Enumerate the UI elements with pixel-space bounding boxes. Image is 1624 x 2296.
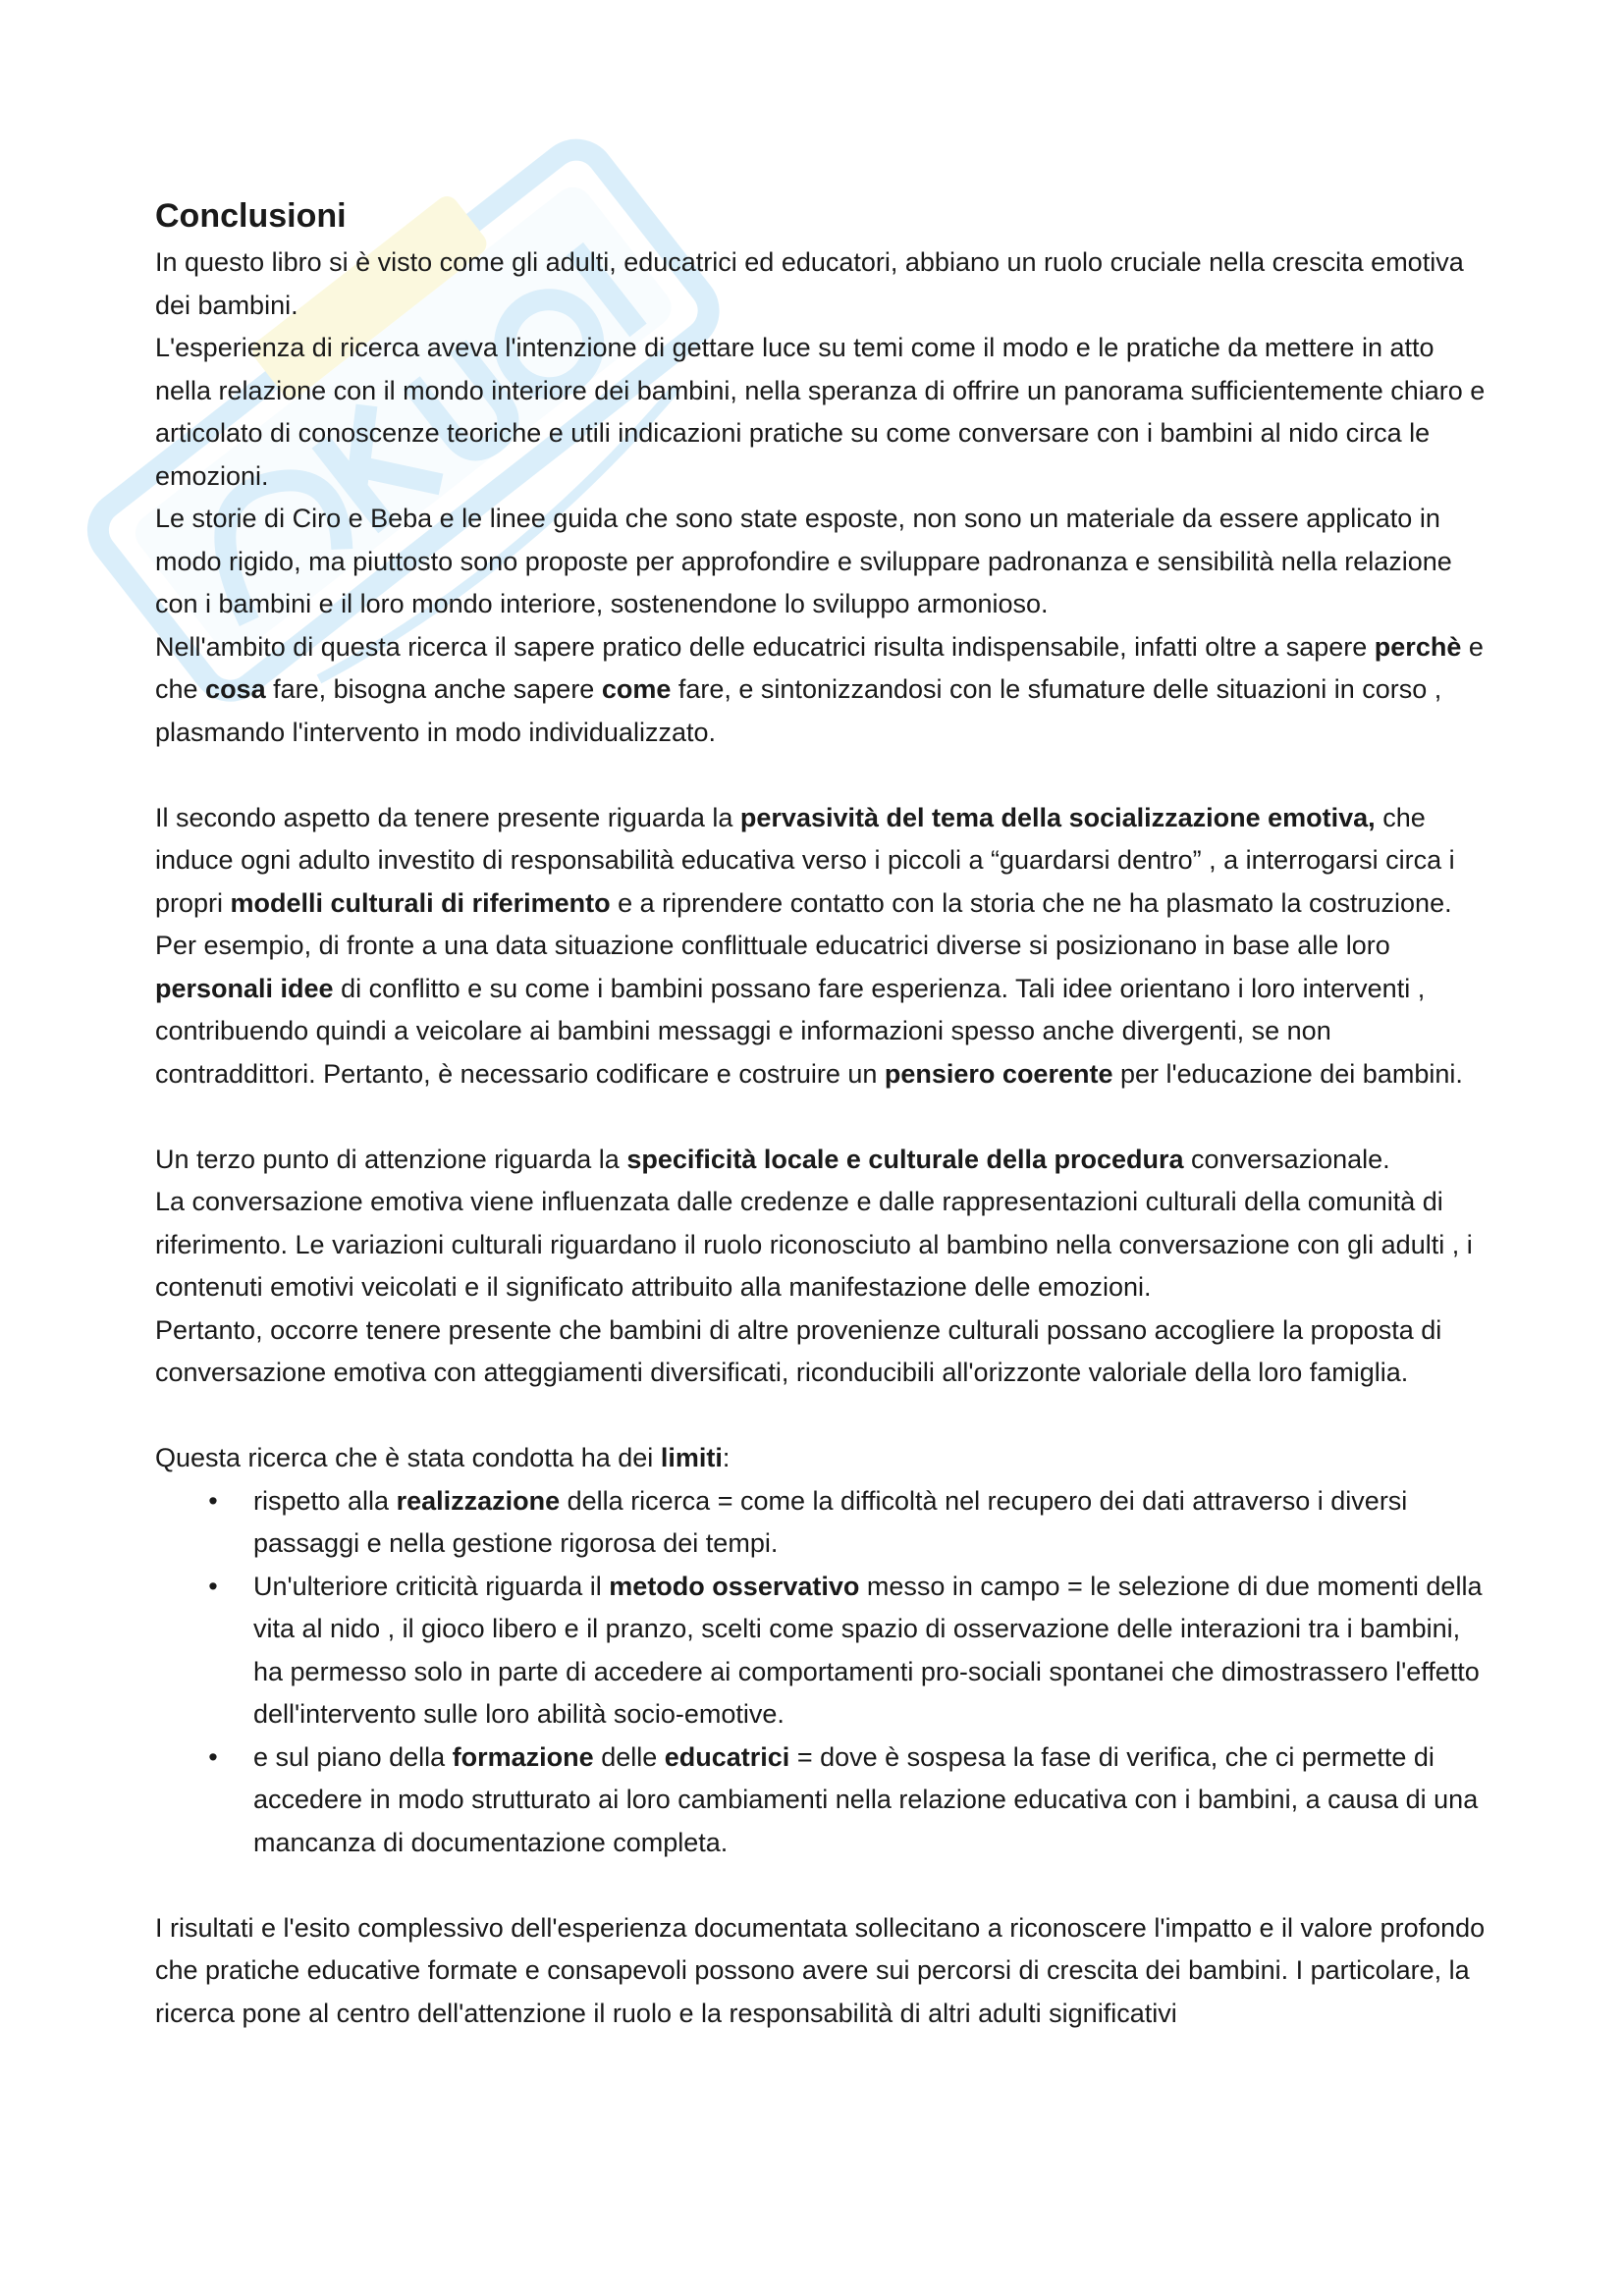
bullet-icon: • xyxy=(208,1741,218,1772)
paragraph-intro: In questo libro si è visto come gli adulti, educatrici ed educatori, abbiano un ruolo cruciale nella crescita emotiva dei bambini. xyxy=(155,247,1464,320)
paragraph-example-conflict: Per esempio, di fronte a una data situazione conflittuale educatrici diverse si posizionano in base alle loro personali idee di conflitto e su come i bambini possano fare esperienza. Tali idee orientano i loro interventi , contribuendo quindi a veicolare ai bambini messaggi e informazioni spesso anche divergenti, se non contraddittori. Pertanto, è necessario codificare e costruire un pensiero coerente per l'educazione dei bambini. xyxy=(155,931,1463,1089)
paragraph-emotional-conversation: La conversazione emotiva viene influenzata dalle credenze e dalle rappresentazioni culturali della comunità di riferimento. Le variazioni culturali riguardano il ruolo riconosciuto al bambino nella conversazione con gli adulti , i contenuti emotivi veicolati e il significato attribuito alla manifestazione delle emozioni. xyxy=(155,1187,1473,1302)
paragraph-results: I risultati e l'esito complessivo dell'esperienza documentata sollecitano a riconoscere l'impatto e il valore profondo che pratiche educative formate e consapevoli possono avere sui percorsi di crescita dei bambini. I particolare, la ricerca pone al centro dell'attenzione il ruolo e la responsabilità di altri adulti significativi xyxy=(155,1912,1486,2028)
paragraph-research-intent: L'esperienza di ricerca aveva l'intenzione di gettare luce su temi come il modo e le pratiche da mettere in atto nella relazione con il mondo interiore dei bambini, nella speranza di offrire un panorama sufficientemente chiaro e articolato di conoscenze teoriche e utili indicazioni pratiche su come conversare con i bambini al nido circa le emozioni. xyxy=(155,333,1486,491)
paragraph-second-aspect: Il secondo aspetto da tenere presente riguarda la pervasività del tema della socializzazione emotiva, che induce ogni adulto investito di responsabilità educativa verso i piccoli a “guardarsi dentro” , a interrogarsi circa i propri modelli culturali di riferimento e a riprendere contatto con la storia che ne ha plasmato la costruzione. xyxy=(155,802,1455,918)
page-title: Conclusioni xyxy=(155,197,347,235)
list-item: • rispetto alla realizzazione della ricerca = come la difficoltà nel recupero dei dati attraverso i diversi passaggi e nella gestione rigorosa dei tempi. xyxy=(155,1480,1490,1566)
document-body xyxy=(155,192,1490,2035)
paragraph-limits-intro: Questa ricerca che è stata condotta ha dei limiti: xyxy=(155,1443,731,1472)
paragraph-third-point: Un terzo punto di attenzione riguarda la specificità locale e culturale della procedura conversazionale. xyxy=(155,1144,1390,1174)
limits-list xyxy=(155,1480,1490,1865)
paragraph-stories: Le storie di Ciro e Beba e le linee guida che sono state esposte, non sono un materiale da essere applicato in modo rigido, ma piuttosto sono proposte per approfondire e sviluppare padronanza e sensibilità nella relazione con i bambini e il loro mondo interiore, sostenendone lo sviluppo armonioso. xyxy=(155,504,1452,618)
list-item: • e sul piano della formazione delle educatrici = dove è sospesa la fase di verifica, che ci permette di accedere in modo strutturato ai loro cambiamenti nella relazione educativa con i bambini, a causa di una mancanza di documentazione completa. xyxy=(155,1736,1490,1865)
paragraph-practical-knowledge: Nell'ambito di questa ricerca il sapere pratico delle educatrici risulta indispensabile, infatti oltre a sapere perchè e che cosa fare, bisogna anche sapere come fare, e sintonizzandosi con le sfumature delle situazioni in corso , plasmando l'intervento in modo individualizzato. xyxy=(155,631,1484,747)
bullet-icon: • xyxy=(208,1485,218,1516)
paragraph-cultural-backgrounds: Pertanto, occorre tenere presente che bambini di altre provenienze culturali possano accogliere la proposta di conversazione emotiva con atteggiamenti diversificati, riconducibili all'orizzonte valoriale della loro famiglia. xyxy=(155,1314,1442,1387)
list-item: • Un'ulteriore criticità riguarda il metodo osservativo messo in campo = le selezione di due momenti della vita al nido , il gioco libero e il pranzo, scelti come spazio di osservazione delle interazioni tra i bambini, ha permesso solo in parte di accedere ai comportamenti pro-sociali spontanei che dimostrassero l'effetto dell'intervento sulle loro abilità socio-emotive. xyxy=(155,1566,1490,1736)
bullet-icon: • xyxy=(208,1571,218,1601)
